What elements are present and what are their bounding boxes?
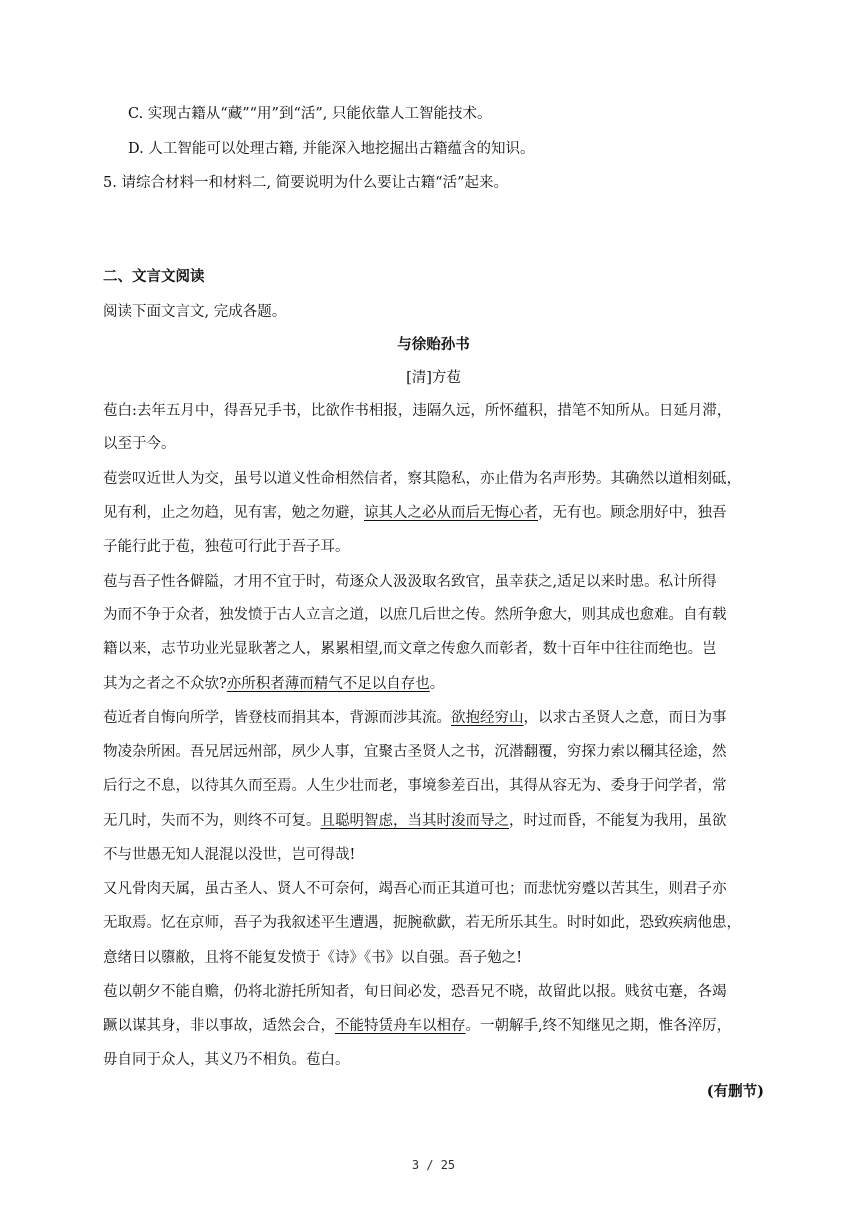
text-line: 毋自同于众人，其义乃不相负。苞白。 xyxy=(103,1052,350,1068)
section-instruction: 阅读下面文言文, 完成各题。 xyxy=(103,304,287,320)
text-line: 无几时，失而不为，则终不可复。且聪明智虑，当其时浚而导之，时过而昏，不能复为我用，虽欲 xyxy=(103,813,727,829)
text-line: 意绪日以隳敝，且将不能复发愤于《诗》《书》以自强。吾子勉之! xyxy=(103,950,523,966)
text-line: 见有利，止之勿趋，见有害，勉之勿避，谅其人之必从而后无悔心者，无有也。顾念朋好中，独吾 xyxy=(103,505,727,521)
text-line: 苞与吾子性各僻隘，才用不宜于时，苟逐众人汲汲取名致官，虽幸获之,适足以来时患。私计所得 xyxy=(103,574,717,590)
text-line: 苞白:去年五月中，得吾兄手书，比欲作书相报，违隔久远，所怀蕴积，措笔不知所从。日延月滞， xyxy=(103,403,732,419)
text-line: 以至于今。 xyxy=(103,436,176,452)
text-line: 苞以朝夕不能自赡，仍将北游托所知者，旬日间必发，恐吾兄不晓，故留此以报。贱贫屯蹇，各竭 xyxy=(103,984,727,1000)
underlined-phrase: 欲抱经穷山 xyxy=(451,710,524,726)
page-number: 3 / 25 xyxy=(411,1158,456,1172)
option-d: D. 人工智能可以处理古籍, 并能深入地挖掘出古籍蕴含的知识。 xyxy=(128,141,535,157)
question-5: 5. 请综合材料一和材料二, 简要说明为什么要让古籍“活”起来。 xyxy=(103,175,508,191)
text-line: 其为之者之不众欤?亦所积者薄而精气不足以自存也。 xyxy=(103,676,445,692)
option-c: C. 实现古籍从“藏”“用”到“活”, 只能依靠人工智能技术。 xyxy=(128,106,492,122)
text-line: 为而不争于众者，独发愤于古人立言之道，以庶几后世之传。然所争愈大，则其成也愈难。自有载 xyxy=(103,607,727,623)
abridged-note: (有删节) xyxy=(706,1083,764,1100)
underlined-phrase: 且聪明智虑，当其时浚而导之 xyxy=(320,813,509,829)
text-line: 后行之不息，以待其久而至焉。人生少壮而老，事境参差百出，其得从容无为、委身于问学者，常 xyxy=(103,778,727,794)
underlined-phrase: 不能特赁舟车以相存 xyxy=(335,1018,466,1034)
essay-title: 与徐贻孙书 xyxy=(397,336,470,353)
text-line: 籍以来，志节功业光显耿著之人，累累相望,而文章之传愈久而彰者，数十百年中往往而绝也。岂 xyxy=(103,641,717,657)
text-line: 不与世愚无知人混混以没世，岂可得哉! xyxy=(103,847,356,863)
text-line: 无取焉。忆在京师，吾子为我叙述平生遭遇，扼腕欷歔，若无所乐其生。时时如此，恐致疾病他患， xyxy=(103,915,741,931)
text-line: 苞尝叹近世人为交，虽号以道义性命相然信者，察其隐私，亦止借为名声形势。其确然以道相刻砥， xyxy=(103,471,741,487)
text-line: 苞近者自悔向所学，皆登枝而捐其本，背源而涉其流。欲抱经穷山，以求古圣贤人之意，而日为事 xyxy=(103,710,727,726)
text-line: 蹶以谋其身，非以事故，适然会合，不能特赁舟车以相存。一朝解手,终不知继见之期，惟各淬厉， xyxy=(103,1018,732,1034)
underlined-phrase: 谅其人之必从而后无悔心者 xyxy=(364,505,538,521)
essay-author: [清]方苞 xyxy=(406,370,461,386)
underlined-phrase: 亦所积者薄而精气不足以自存也 xyxy=(226,676,430,692)
text-line: 又凡骨肉天属，虽古圣人、贤人不可奈何，竭吾心而正其道可也；而悲忧穷蹙以苦其生，则君子亦 xyxy=(103,881,727,897)
section-heading: 二、文言文阅读 xyxy=(103,268,205,285)
text-line: 子能行此于苞，独苞可行此于吾子耳。 xyxy=(103,539,350,555)
text-line: 物凌杂所困。吾兄居远州部，夙少人事，宜聚古圣贤人之书，沉潜翻覆，穷探力索以穪其径途，然 xyxy=(103,744,727,760)
